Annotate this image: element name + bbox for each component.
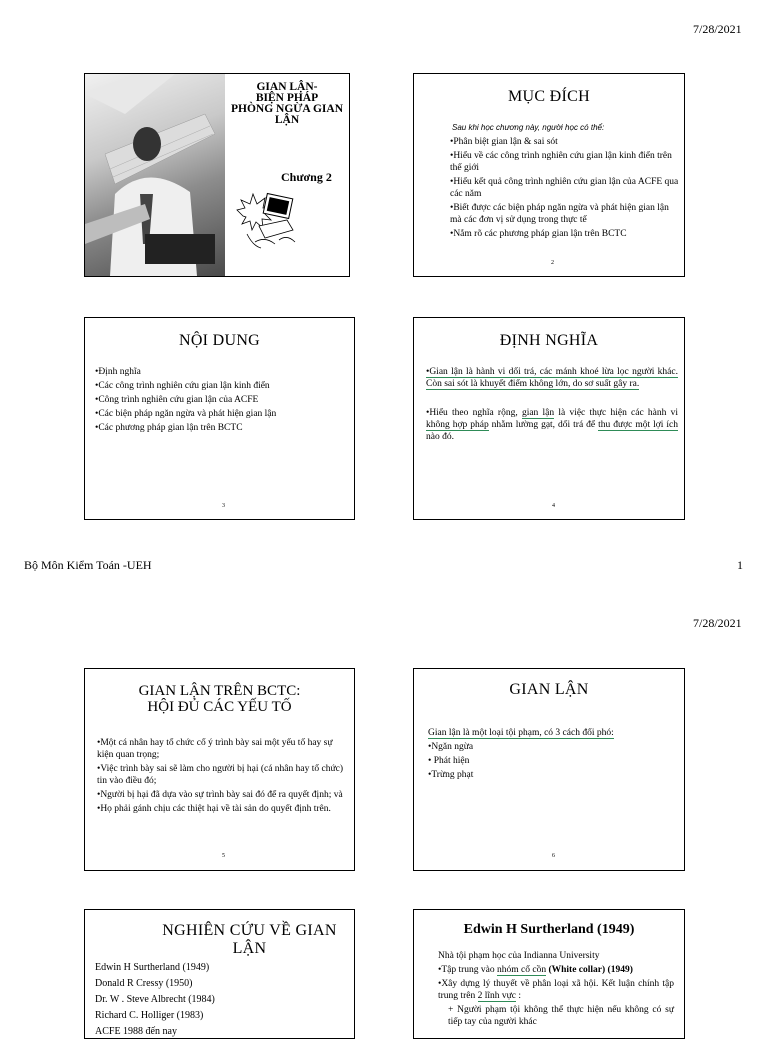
list-item: •Các công trình nghiên cứu gian lận kinh điển <box>95 381 270 391</box>
text-run: : <box>515 991 521 1001</box>
text-run: (White collar) (1949) <box>546 965 633 975</box>
list-item: •Các biện pháp ngăn ngừa và phát hiện gian lận <box>95 409 277 419</box>
list-item: •Một cá nhân hay tổ chức cố ý trình bày sai một yếu tố hay sự kiện quan trọng; <box>97 738 333 760</box>
slide-fraud-research <box>84 909 355 1039</box>
list-item: •Người bị hại đã dựa vào sự trình bày sai đó để ra quyết định; và <box>97 790 343 800</box>
page-date: 7/28/2021 <box>693 616 742 630</box>
slide-objectives <box>413 73 685 277</box>
text-run: nhằm lường gạt, dối trá để <box>488 420 599 430</box>
slide-page-number: 4 <box>552 503 555 509</box>
slide-page-number: 2 <box>551 260 554 266</box>
cover-photo <box>85 74 225 276</box>
slide-title-line: LẬN <box>274 114 300 126</box>
list-item: •Định nghĩa <box>95 367 141 377</box>
text-run: gian lận <box>521 408 555 418</box>
slide-fraud <box>413 668 685 871</box>
slide-title-line: HỘI ĐỦ CÁC YẾU TỐ <box>147 699 292 715</box>
list-item: Edwin H Surtherland (1949) <box>95 962 210 973</box>
businessman-photo <box>85 74 225 276</box>
slide-intro: Gian lận là một loại tội phạm, có 3 cách đối phó: <box>428 728 614 738</box>
text-run: thu được một lợi ích <box>598 420 678 430</box>
slide-sutherland <box>413 909 685 1039</box>
slide-title: Edwin H Surtherland (1949) <box>463 922 635 937</box>
list-item: •Hiểu kết quả công trình nghiên cứu gian lận của ACFE qua các năm <box>450 177 679 199</box>
list-item: •Công trình nghiên cứu gian lận của ACFE <box>95 395 259 405</box>
slide-title: MỤC ĐÍCH <box>508 88 590 105</box>
text-run: nào đó. <box>426 432 454 442</box>
footer-left: Bộ Môn Kiểm Toán -UEH <box>24 558 152 572</box>
page-number: 1 <box>737 558 743 572</box>
list-item: Richard C. Holliger (1983) <box>95 1010 204 1021</box>
slide-fraud-elements <box>84 668 355 871</box>
slide-contents <box>84 317 355 520</box>
slide-page-number: 3 <box>222 503 225 509</box>
slide-title-line: BIỆN PHÁP <box>255 92 319 104</box>
list-item: • Phát hiện <box>428 756 470 766</box>
slide-title: ĐỊNH NGHĨA <box>499 332 599 349</box>
list-item: •Ngăn ngừa <box>428 742 474 752</box>
list-item: •Hiểu về các công trình nghiên cứu gian lận kinh điển trên thế giới <box>450 151 672 173</box>
list-item: ACFE 1988 đến nay <box>95 1026 177 1037</box>
list-item: •Các phương pháp gian lận trên BCTC <box>95 423 243 433</box>
definition-text: •Gian lận là hành vi dối trá, các mánh khoé lừa lọc người khác. Còn sai sót là khuyết điểm không lớn, do sơ suất gây ra. <box>426 367 678 389</box>
slide-intro: Sau khi học chương này, người học có thể: <box>452 123 605 132</box>
text-run: •Tập trung vào <box>438 965 497 975</box>
list-item: Dr. W . Steve Albrecht (1984) <box>95 994 215 1005</box>
slide-title-line: PHÒNG NGỪA GIAN <box>230 103 344 115</box>
text-run: 2 lĩnh vực <box>477 991 516 1001</box>
text-run: •Hiểu theo nghĩa rộng, <box>426 408 522 418</box>
list-item: •Phân biệt gian lận & sai sót <box>450 137 558 147</box>
list-item: •Họ phải gánh chịu các thiệt hại về tài sản do quyết định trên. <box>97 804 331 814</box>
chapter-label: Chương 2 <box>281 170 332 184</box>
slide-title-chapter <box>84 73 350 277</box>
slide-title-line: GIAN LẬN- <box>256 81 318 93</box>
list-item: •Việc trình bày sai sẽ làm cho người bị hại (cá nhân hay tổ chức) tin vào điều đó; <box>97 764 343 786</box>
researcher-desc: Nhà tội phạm học của Indianna University <box>438 951 600 961</box>
slide-title: NỘI DUNG <box>178 332 261 349</box>
list-item: •Nắm rõ các phương pháp gian lận trên BCTC <box>450 229 627 239</box>
text-run: không hợp pháp <box>426 420 489 430</box>
list-item: •Trừng phạt <box>428 770 474 780</box>
sub-point: + Người phạm tội không thể thực hiện nếu không có sự tiếp tay của người khác <box>448 1005 674 1027</box>
slide-title-line: GIAN LẬN TRÊN BCTC: <box>138 683 301 699</box>
slide-title: GIAN LẬN <box>509 681 589 698</box>
slide-page-number: 5 <box>222 853 225 859</box>
slide-definition <box>413 317 685 520</box>
text-run: nhóm cổ cồn <box>497 965 547 975</box>
computer-clipart-icon <box>235 186 305 251</box>
page-date: 7/28/2021 <box>693 22 742 36</box>
text-run: là việc thực hiện các hành vi <box>554 408 679 418</box>
list-item: Donald R Cressy (1950) <box>95 978 193 989</box>
list-item: •Biết được các biện pháp ngăn ngừa và phát hiện gian lận mà các đơn vị sử dụng trong thực tế <box>450 203 669 225</box>
slide-page-number: 6 <box>552 853 555 859</box>
text-run: •Xây dựng lý thuyết về phân loại xã hội. Kết luận chính tập trung trên <box>438 979 674 1001</box>
slide-title: NGHIÊN CỨU VỀ GIAN LẬN <box>162 922 337 957</box>
